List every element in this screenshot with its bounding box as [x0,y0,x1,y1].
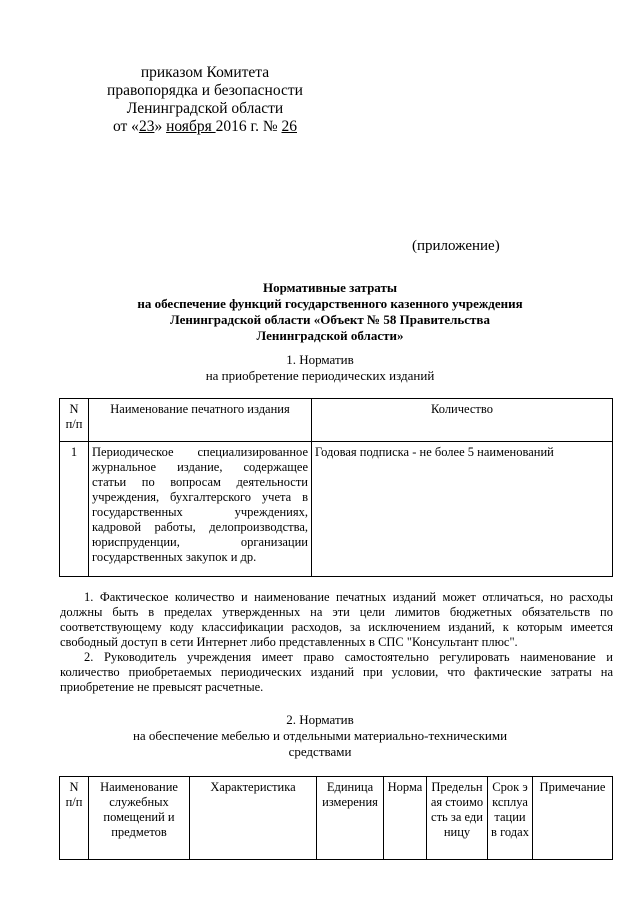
approval-stamp [60,64,350,136]
table-header-row [60,399,613,442]
note-1: 1. Фактическое количество и наименование печатных изданий может отличаться, но расходы должны быть в пределах утвержденных на эти цели лимитов бюджетных обязательств по соответствующему коду классификации расходов, за исключением изданий, к которым имеется свободный доступ в сети Интернет либо представленных в СПС "Консультант плюс". [60,590,613,649]
header-name: Наименование печатного издания [89,399,312,442]
furniture-table [59,776,613,860]
document-title: Нормативные затраты на обеспечение функций государственного казенного учреждения Ленинградской области «Объект № 58 Правительства Ленинградской области» [137,280,523,343]
section-1-heading: 1. Норматив на приобретение периодических изданий [205,352,435,383]
cell-quantity: Годовая подписка - не более 5 наименований [312,442,613,577]
appendix-label: (приложение) [412,238,500,254]
section-1-notes [60,590,613,695]
approval-line-1: приказом Комитета [140,64,270,81]
order-number: 26 [281,118,297,135]
approval-line-3: Ленинградской области [126,100,284,117]
header-number: N п/п [60,399,89,442]
note-2: 2. Руководитель учреждения имеет право самостоятельно регулировать наименование и количество приобретаемых периодических изданий при условии, что фактические затраты на приобретение не превысят расчетные. [60,650,613,694]
header-quantity: Количество [312,399,613,442]
cell-number: 1 [60,442,89,577]
date-month: ноября [166,118,216,135]
approval-line-2: правопорядка и безопасности [107,82,303,99]
date-day: 23 [138,118,155,135]
table-row [60,442,613,577]
section-2-heading: 2. Норматив на обеспечение мебелью и отдельными материально-техническими средствами [132,712,508,759]
cell-name: Периодическое специализированное журнальное издание, содержащее статьи по вопросам деятельности учреждения, бухгалтерского учета в государственных учреждениях, кадровой работы, делопроизводства, юриспруденции, организации государственных закупок и др. [89,442,312,577]
table-header-row: N п/п Наименование служебных помещений и предметов Характеристика Единица измерения Норма Предельная стоимость за единицу Срок эксплуатации в годах Примечание [60,777,613,860]
approval-date: от «23» ноября 2016 г. № 26 [112,118,297,135]
periodicals-table [59,398,613,577]
